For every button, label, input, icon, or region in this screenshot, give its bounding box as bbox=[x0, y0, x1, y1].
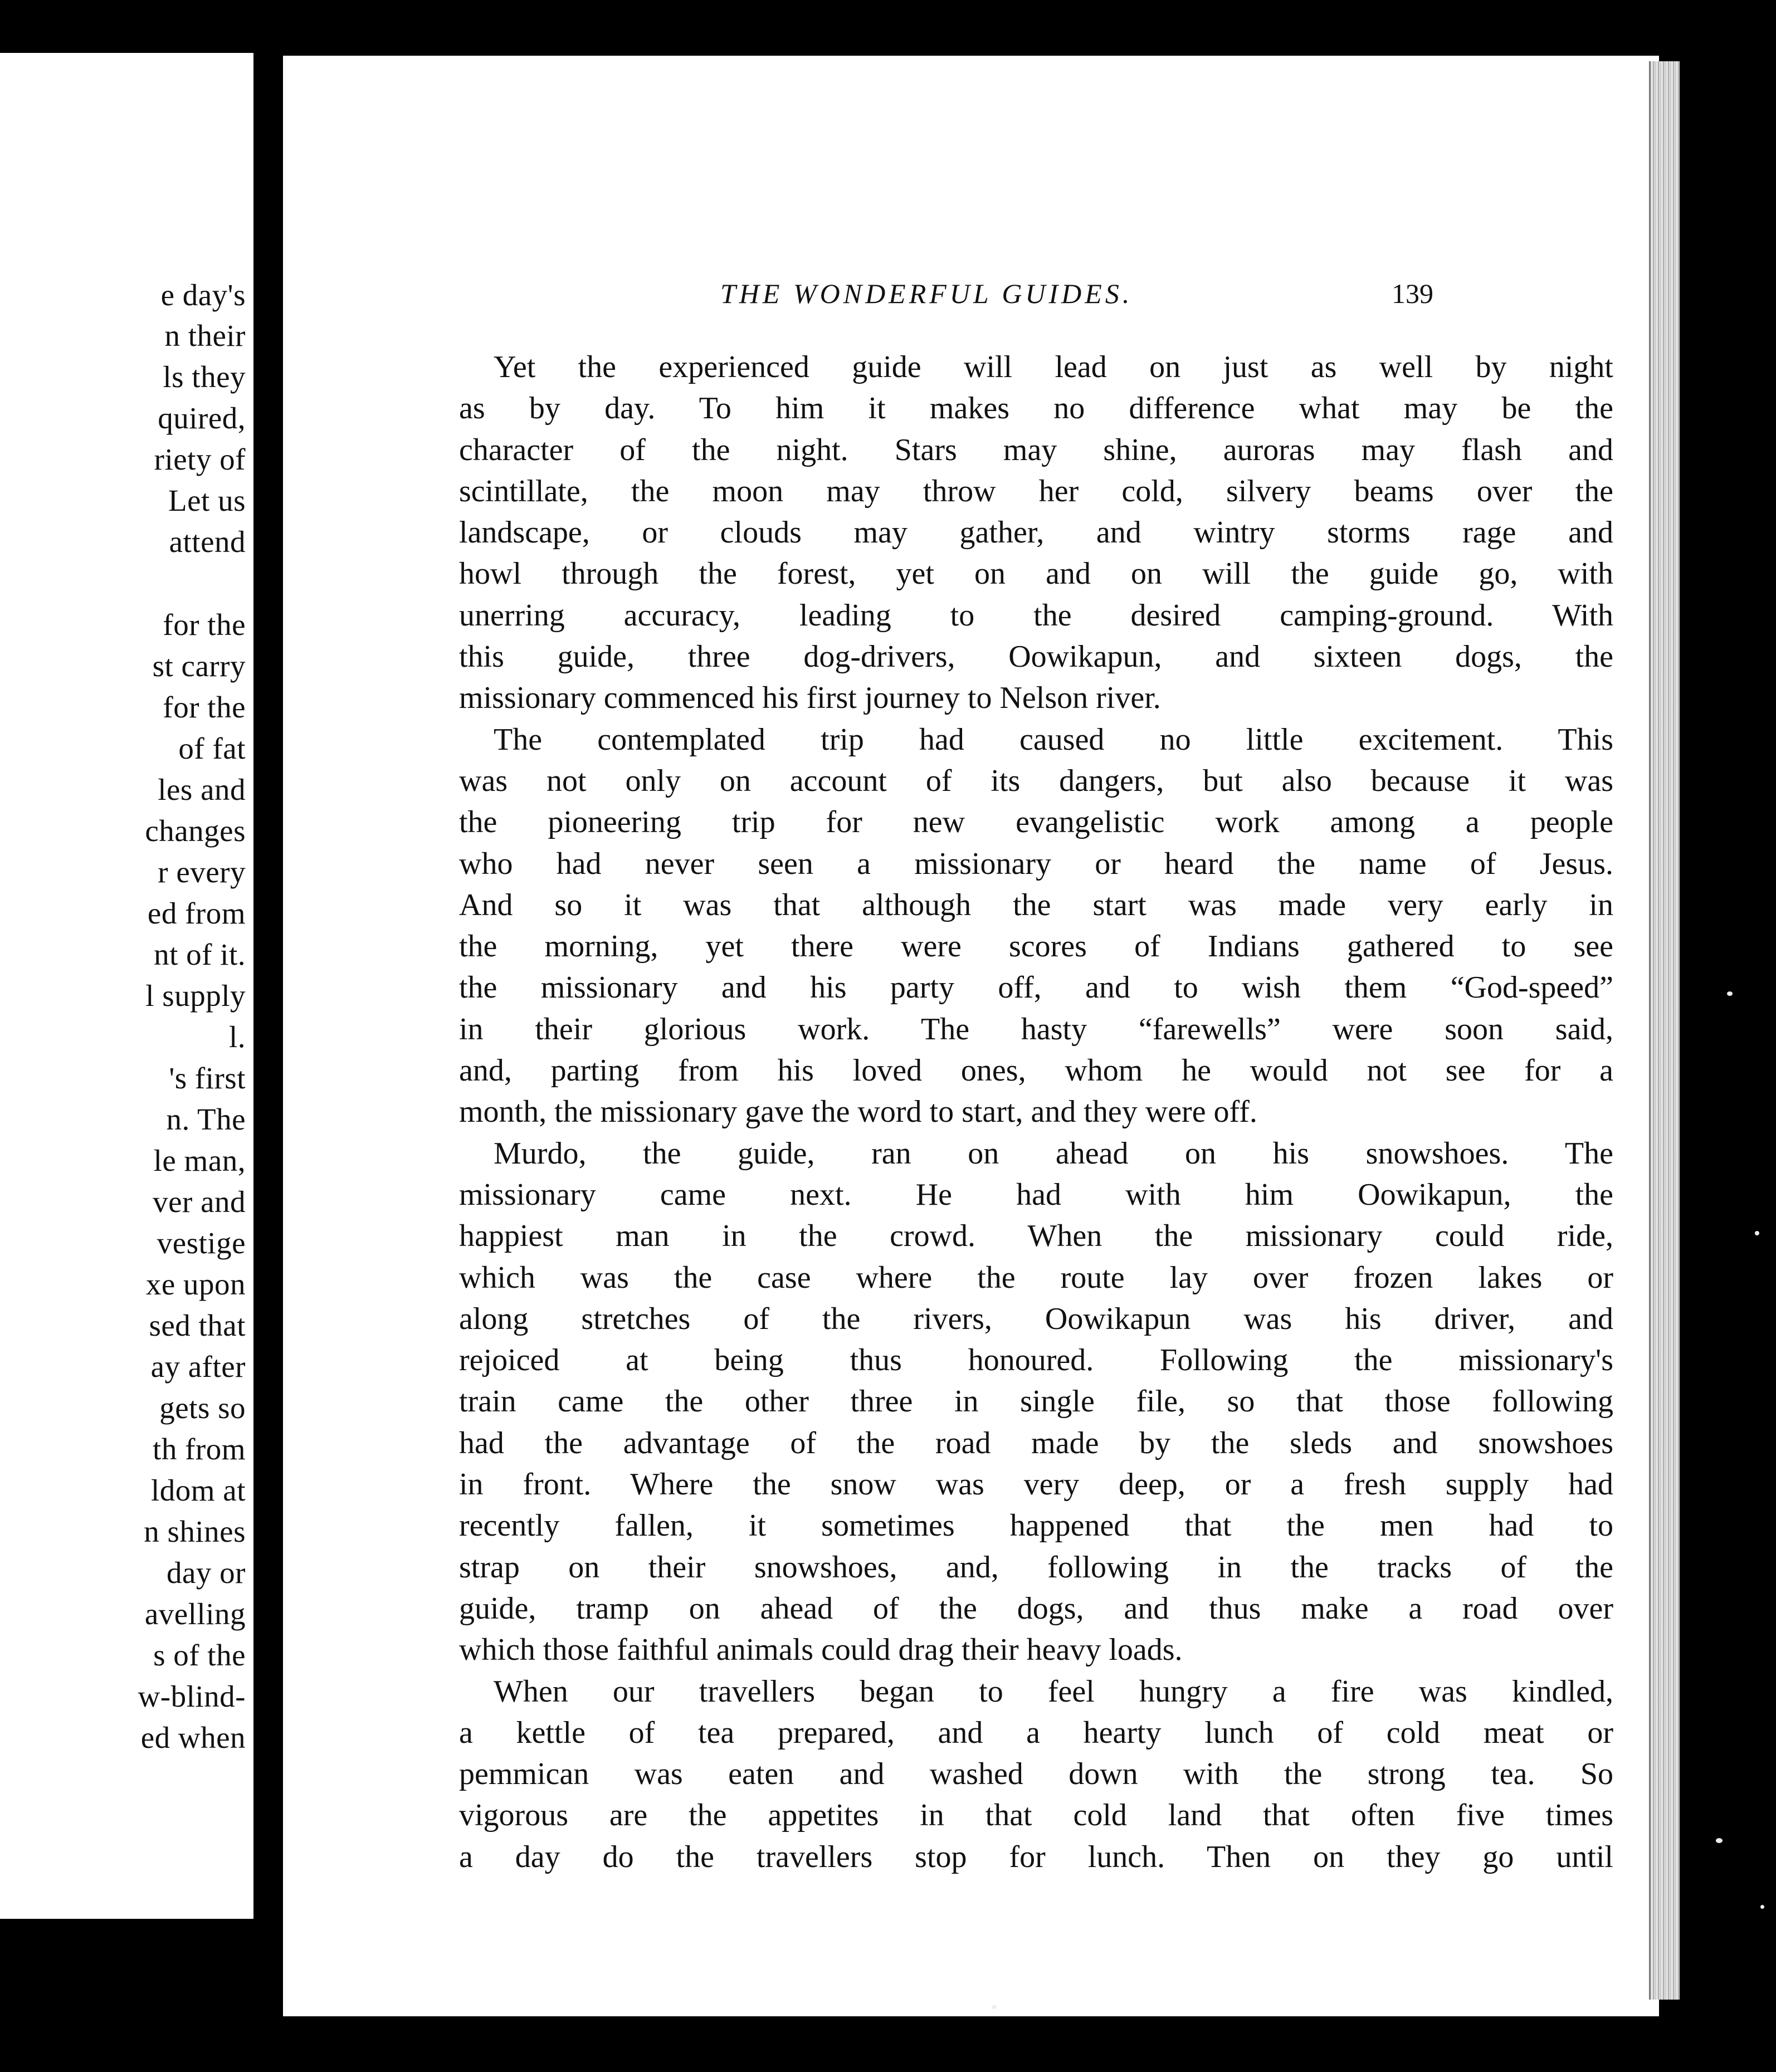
text-line: which those faithful animals could drag their heavy loads. bbox=[459, 1633, 1183, 1668]
text-line: a day do the travellers stop for lunch. Then on they go until bbox=[459, 1839, 1613, 1874]
left-line: le man, bbox=[153, 1143, 246, 1177]
text-line: along stretches of the rivers, Oowikapun was his driver, and bbox=[459, 1301, 1613, 1336]
text-line: this guide, three dog-drivers, Oowikapun, and sixteen dogs, the bbox=[459, 639, 1613, 675]
text-line: the morning, yet there were scores of Indians gathered to see bbox=[459, 929, 1613, 964]
left-line: day or bbox=[167, 1556, 246, 1590]
left-line: l supply bbox=[145, 979, 246, 1013]
left-line: r every bbox=[158, 855, 246, 889]
left-line: quired, bbox=[158, 401, 246, 435]
text-line: who had never seen a missionary or heard the name of Jesus. bbox=[459, 846, 1613, 881]
text-line: train came the other three in single file, so that those following bbox=[459, 1384, 1613, 1419]
left-line: th from bbox=[153, 1432, 246, 1466]
text-line: in front. Where the snow was very deep, or a fresh supply had bbox=[459, 1467, 1613, 1502]
left-line: n their bbox=[164, 319, 246, 353]
text-line: in their glorious work. The hasty “farewells” were soon said, bbox=[459, 1011, 1613, 1047]
left-line: st carry bbox=[152, 649, 246, 683]
left-line: ls they bbox=[163, 360, 246, 394]
text-line: which was the case where the route lay over frozen lakes or bbox=[459, 1260, 1613, 1295]
dust-speck bbox=[1755, 1231, 1759, 1235]
left-line: ed when bbox=[140, 1721, 246, 1755]
text-line: missionary came next. He had with him Oowikapun, the bbox=[459, 1177, 1613, 1212]
text-line: the missionary and his party off, and to wish them “God-speed” bbox=[459, 970, 1613, 1005]
left-line: vestige bbox=[157, 1226, 246, 1260]
left-line: w-blind- bbox=[138, 1679, 246, 1713]
text-line: landscape, or clouds may gather, and wintry storms rage and bbox=[459, 515, 1613, 550]
text-line: strap on their snowshoes, and, following in the tracks of the bbox=[459, 1550, 1613, 1585]
left-line: for the bbox=[163, 608, 246, 642]
text-line: And so it was that although the start was made very early in bbox=[459, 887, 1613, 922]
left-line: of fat bbox=[178, 731, 246, 765]
left-line: ldom at bbox=[150, 1473, 246, 1507]
dust-speck bbox=[992, 2005, 997, 2009]
left-line: n. The bbox=[166, 1102, 246, 1136]
left-line: sed that bbox=[149, 1308, 246, 1342]
body-text bbox=[459, 346, 1613, 1878]
text-line: month, the missionary gave the word to start, and they were off. bbox=[459, 1094, 1257, 1130]
left-line: xe upon bbox=[145, 1267, 246, 1301]
left-line: 's first bbox=[169, 1061, 246, 1095]
text-line: scintillate, the moon may throw her cold, silvery beams over the bbox=[459, 473, 1613, 509]
left-line: Let us bbox=[168, 483, 246, 517]
text-line: Murdo, the guide, ran on ahead on his snowshoes. The bbox=[494, 1136, 1613, 1171]
text-line: vigorous are the appetites in that cold land that often five times bbox=[459, 1798, 1613, 1833]
text-line: guide, tramp on ahead of the dogs, and thus make a road over bbox=[459, 1591, 1613, 1626]
right-page bbox=[283, 56, 1659, 2016]
text-line: the pioneering trip for new evangelistic work among a people bbox=[459, 805, 1613, 840]
left-line: les and bbox=[158, 773, 246, 807]
left-line: riety of bbox=[154, 442, 246, 476]
text-line: howl through the forest, yet on and on will the guide go, with bbox=[459, 556, 1613, 592]
left-line: l. bbox=[228, 1020, 246, 1054]
text-line: rejoiced at being thus honoured. Following the missionary's bbox=[459, 1343, 1613, 1378]
left-line: s of the bbox=[153, 1638, 246, 1672]
text-line: and, parting from his loved ones, whom he would not see for a bbox=[459, 1053, 1613, 1088]
text-line: pemmican was eaten and washed down with the strong tea. So bbox=[459, 1757, 1613, 1792]
left-line: for the bbox=[163, 690, 246, 724]
text-line: had the advantage of the road made by the sleds and snowshoes bbox=[459, 1425, 1613, 1460]
left-line: ver and bbox=[153, 1185, 246, 1219]
left-page-fragment bbox=[0, 53, 253, 1919]
dust-speck bbox=[1760, 1905, 1764, 1909]
left-line: attend bbox=[169, 525, 246, 559]
text-line: When our travellers began to feel hungry a fire was kindled, bbox=[494, 1674, 1613, 1709]
left-line: avelling bbox=[144, 1597, 246, 1631]
left-line: changes bbox=[145, 814, 246, 848]
page-header-title: THE WONDERFUL GUIDES. bbox=[720, 278, 1133, 309]
text-line: as by day. To him it makes no difference what may be the bbox=[459, 391, 1613, 426]
text-line: recently fallen, it sometimes happened that the men had to bbox=[459, 1508, 1613, 1543]
page-stack-edge bbox=[1649, 61, 1680, 2000]
book-gutter bbox=[253, 53, 276, 1930]
text-line: happiest man in the crowd. When the missionary could ride, bbox=[459, 1219, 1613, 1254]
text-line: unerring accuracy, leading to the desired camping-ground. With bbox=[459, 598, 1613, 633]
page-number: 139 bbox=[1392, 278, 1433, 309]
dust-speck bbox=[1716, 1838, 1723, 1843]
text-line: The contemplated trip had caused no little excitement. This bbox=[494, 722, 1613, 757]
left-line: gets so bbox=[159, 1391, 246, 1425]
left-line: n shines bbox=[144, 1514, 246, 1548]
text-line: Yet the experienced guide will lead on just as well by night bbox=[494, 350, 1613, 384]
text-line: was not only on account of its dangers, but also because it was bbox=[459, 763, 1613, 798]
text-line: a kettle of tea prepared, and a hearty lunch of cold meat or bbox=[459, 1715, 1613, 1750]
dust-speck bbox=[1727, 991, 1733, 996]
text-line: missionary commenced his first journey to Nelson river. bbox=[459, 681, 1161, 716]
running-head bbox=[283, 277, 1659, 316]
text-line: character of the night. Stars may shine, auroras may flash and bbox=[459, 432, 1613, 467]
left-line: nt of it. bbox=[154, 937, 246, 971]
left-line: e day's bbox=[160, 278, 246, 312]
left-line: ay after bbox=[150, 1350, 246, 1384]
left-line: ed from bbox=[147, 896, 246, 930]
